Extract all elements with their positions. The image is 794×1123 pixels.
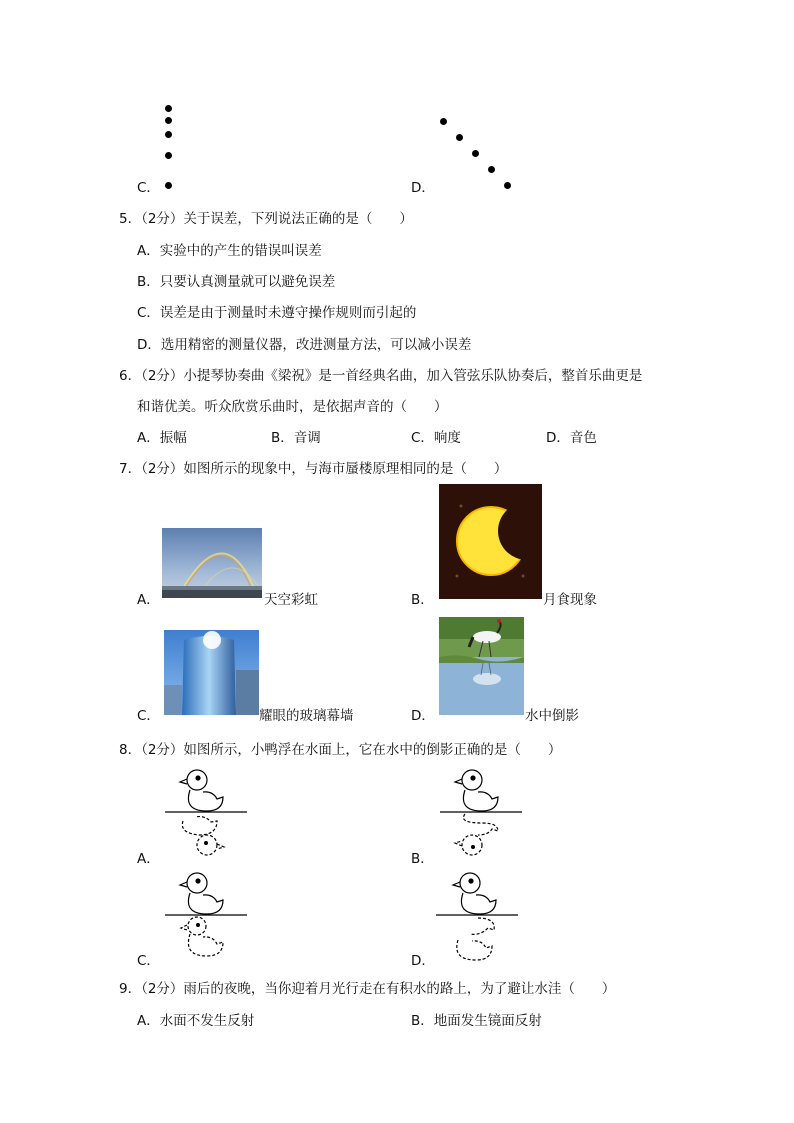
- question-stem: 6．（2分）小提琴协奏曲《梁祝》是一首经典名曲，加入管弦乐队协奏后，整首乐曲更是: [119, 368, 643, 384]
- glass-building-image: [164, 630, 259, 715]
- dot: [472, 150, 479, 157]
- dot: [456, 134, 463, 141]
- duck-diagram-d: [436, 868, 521, 963]
- question-stem: 9．（2分）雨后的夜晚，当你迎着月光行走在有积水的路上，为了避让水洼（ ）: [119, 981, 616, 997]
- question-stem: 7．（2分）如图所示的现象中，与海市蜃楼原理相同的是（ ）: [119, 461, 508, 477]
- image-caption: 天空彩虹: [264, 592, 318, 608]
- eclipse-image: [439, 484, 542, 599]
- option-d: D．音色: [546, 430, 597, 446]
- option-label: C．: [137, 708, 160, 724]
- rainbow-image: [162, 528, 262, 598]
- crane-reflection-image: [439, 617, 524, 715]
- dot: [165, 182, 172, 189]
- duck-diagram-b: [440, 765, 525, 860]
- image-caption: 月食现象: [543, 592, 597, 608]
- option-label: B．: [411, 851, 434, 867]
- option-label: D．: [411, 708, 435, 724]
- dot: [165, 105, 172, 112]
- image-caption: 耀眼的玻璃幕墙: [259, 708, 354, 724]
- option-a: A．实验中的产生的错误叫误差: [137, 243, 322, 259]
- option-label: B．: [411, 592, 434, 608]
- dot: [488, 166, 495, 173]
- option-label: C．: [137, 953, 160, 969]
- option-b: B．音调: [271, 430, 321, 446]
- option-label: D．: [411, 180, 435, 196]
- option-a: A．振幅: [137, 430, 187, 446]
- dot: [440, 118, 447, 125]
- duck-diagram-c: [165, 868, 250, 963]
- option-c: C．响度: [411, 430, 461, 446]
- duck-diagram-a: [165, 765, 250, 860]
- option-b: B．地面发生镜面反射: [411, 1013, 542, 1029]
- option-a: A．水面不发生反射: [137, 1013, 255, 1029]
- dot: [165, 152, 172, 159]
- option-label: A．: [137, 851, 160, 867]
- option-b: B．只要认真测量就可以避免误差: [137, 274, 336, 290]
- dot: [504, 182, 511, 189]
- question-stem: 8．（2分）如图所示，小鸭浮在水面上，它在水中的倒影正确的是（ ）: [119, 742, 562, 758]
- question-stem: 5．（2分）关于误差，下列说法正确的是（ ）: [119, 211, 413, 227]
- option-c: C．误差是由于测量时未遵守操作规则而引起的: [137, 305, 417, 321]
- question-stem-cont: 和谐优美。听众欣赏乐曲时，是依据声音的（ ）: [137, 399, 448, 415]
- option-label: A．: [137, 592, 160, 608]
- option-label: D．: [411, 953, 435, 969]
- image-caption: 水中倒影: [525, 708, 579, 724]
- dot: [165, 131, 172, 138]
- option-label: C．: [137, 180, 160, 196]
- option-d: D．选用精密的测量仪器，改进测量方法，可以减小误差: [137, 337, 472, 353]
- dot: [165, 117, 172, 124]
